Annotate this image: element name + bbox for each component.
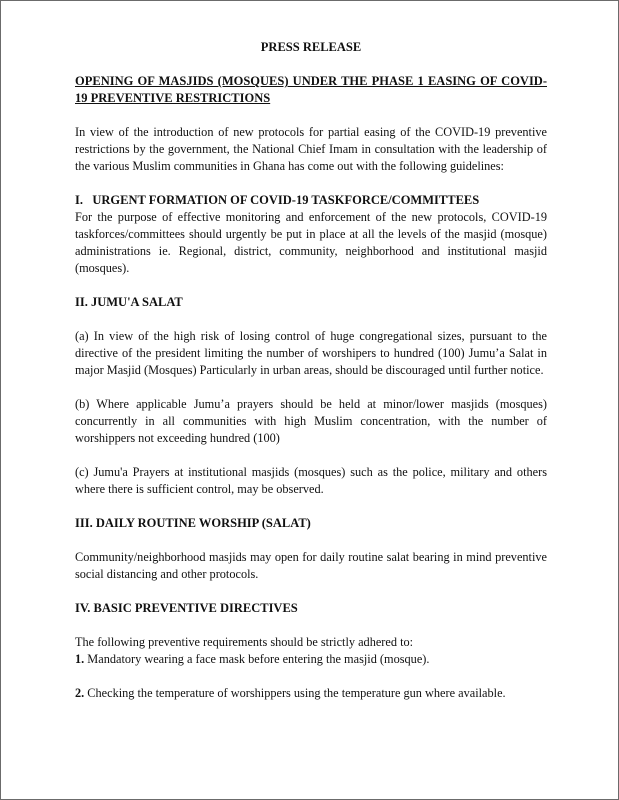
list-item <box>75 685 547 702</box>
section-heading-daily-worship: III. DAILY ROUTINE WORSHIP (SALAT) <box>75 516 311 530</box>
section-paragraph: (a) In view of the high risk of losing control of huge congregational sizes, pursuant to the directive of the president limiting the number of worshipers to hundred (100) Jumu’a Salat in major Masjid (Mosques) Particularly in urban areas, should be discouraged until further notice. <box>75 329 547 377</box>
section-paragraph: (c) Jumu'a Prayers at institutional masjids (mosques) such as the police, military and others where there is sufficient control, may be observed. <box>75 465 547 496</box>
section-paragraph: The following preventive requirements should be strictly adhered to: <box>75 635 414 649</box>
intro-paragraph: In view of the introduction of new protocols for partial easing of the COVID-19 preventive restrictions by the government, the National Chief Imam in consultation with the leadership of the various Muslim communities in Ghana has come out with the following guidelines: <box>75 125 547 173</box>
press-release-header: PRESS RELEASE <box>260 40 362 54</box>
list-item-text: Checking the temperature of worshippers using the temperature gun where available. <box>84 686 506 700</box>
section-paragraph: (b) Where applicable Jumu’a prayers should be held at minor/lower masjids (mosques) concurrently in all communities with high Muslim concentration, with the number of worshippers not exceeding hundred (100) <box>75 397 547 445</box>
list-item-number: 1. <box>75 652 85 666</box>
list-item <box>75 651 547 668</box>
section-paragraph: For the purpose of effective monitoring and enforcement of the new protocols, COVID-19 taskforces/committees should urgently be put in place at all the levels of the masjid (mosque) administrations ie. Regional, district, community, neighborhood and institutional masjid (mosques). <box>75 210 547 275</box>
document-body <box>75 39 547 702</box>
section-heading-taskforce: I. URGENT FORMATION OF COVID-19 TASKFORCE/COMMITTEES <box>75 193 480 207</box>
list-item-number: 2. <box>75 686 85 700</box>
section-heading-jumua: II. JUMU'A SALAT <box>75 295 183 309</box>
document-title: OPENING OF MASJIDS (MOSQUES) UNDER THE PHASE 1 EASING OF COVID-19 PREVENTIVE RESTRICTIONS <box>75 74 547 105</box>
section-heading-preventive-directives: IV. BASIC PREVENTIVE DIRECTIVES <box>75 601 298 615</box>
list-item-text: Mandatory wearing a face mask before entering the masjid (mosque). <box>84 652 430 666</box>
section-paragraph: Community/neighborhood masjids may open for daily routine salat bearing in mind preventive social distancing and other protocols. <box>75 550 547 581</box>
